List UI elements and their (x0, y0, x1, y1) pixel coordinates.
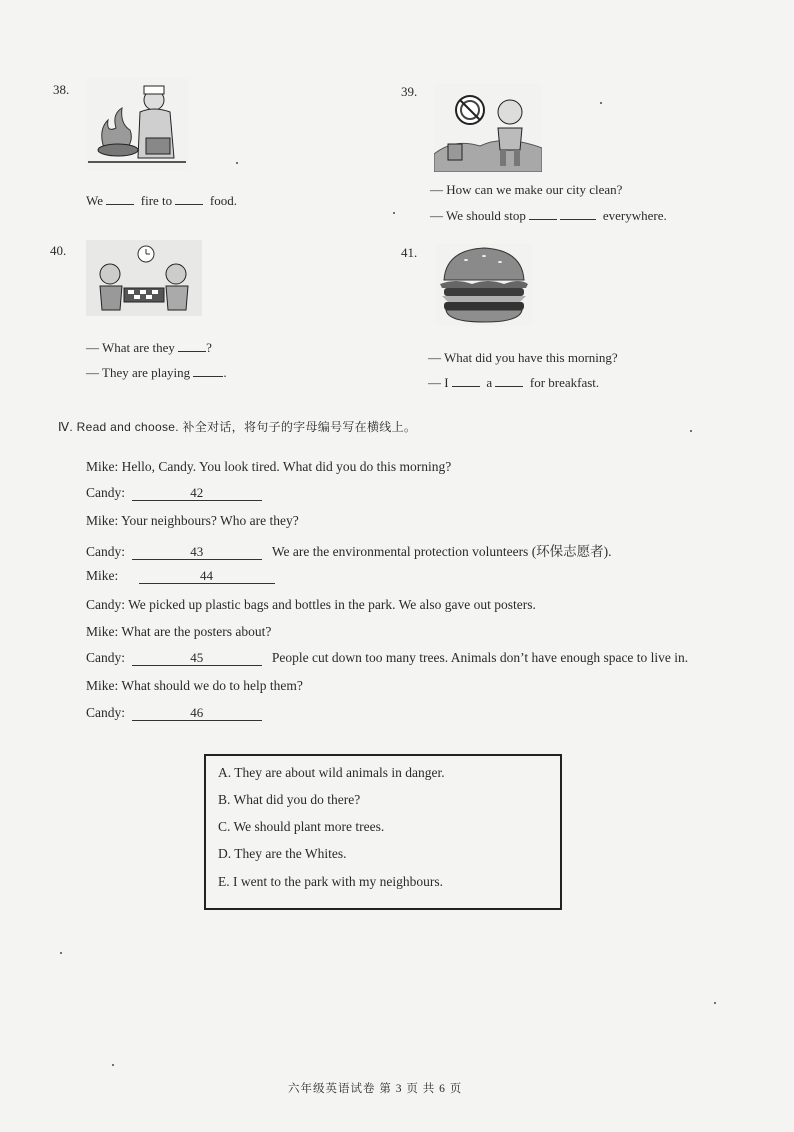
q40-text-what-are-they: — What are they (86, 340, 175, 355)
dialog-line-8 (86, 650, 688, 666)
playing-chess-image (86, 240, 202, 316)
dialog-line-5 (86, 568, 275, 584)
dialog-speaker-candy: Candy: (86, 650, 125, 665)
answer-blank-43[interactable]: 43 (132, 545, 262, 560)
q38-text-we: We (86, 193, 103, 208)
q39-blank-1[interactable] (529, 207, 557, 220)
dialog-speaker-candy: Candy: (86, 485, 125, 500)
dialog-text-trees: People cut down too many trees. Animals don’t have enough space to live in. (271, 650, 689, 665)
dialog-speaker-mike: Mike: (86, 568, 119, 583)
q38-text-food: food. (209, 193, 237, 208)
q40-question-mark: ? (206, 340, 212, 355)
q41-blank-2[interactable] (495, 374, 523, 387)
question-41-number: 41. (401, 245, 418, 260)
q38-text-fire-to: fire to (140, 193, 173, 208)
q38-blank-1[interactable] (106, 192, 134, 205)
q40-blank-1[interactable] (178, 339, 206, 352)
no-littering-image (434, 84, 542, 172)
question-38-number: 38. (53, 82, 70, 97)
answer-blank-45[interactable]: 45 (132, 651, 262, 666)
choice-a: A. They are about wild animals in danger. (218, 765, 445, 780)
q39-answer-line (430, 207, 667, 224)
q40-text-they-are-playing: — They are playing (86, 365, 191, 380)
q41-text-for-breakfast: for breakfast. (529, 375, 600, 390)
scan-speck (236, 162, 238, 164)
q41-answer-line (428, 374, 599, 391)
q39-question-line: — How can we make our city clean? (430, 182, 623, 197)
dialog-line-10 (86, 705, 262, 721)
q41-text-a: a (486, 375, 493, 390)
dialog-line-9: Mike: What should we do to help them? (86, 678, 303, 693)
q40-question-line (86, 339, 212, 356)
scan-speck (600, 102, 602, 104)
q41-question-line: — What did you have this morning? (428, 350, 618, 365)
question-39-number: 39. (401, 84, 418, 99)
question-40-number: 40. (50, 243, 67, 258)
section-4-title: Ⅳ. Read and choose. 补全对话，将句子的字母编号写在横线上。 (58, 420, 417, 434)
choices-box (204, 754, 562, 910)
choice-e: E. I went to the park with my neighbours. (218, 874, 443, 889)
dialog-line-2 (86, 485, 262, 501)
dialog-line-3: Mike: Your neighbours? Who are they? (86, 513, 299, 528)
q40-period: . (223, 365, 227, 380)
dialog-line-7: Mike: What are the posters about? (86, 624, 272, 639)
dialog-line-4 (86, 540, 612, 560)
q39-text-we-should-stop: — We should stop (430, 208, 526, 223)
hamburger-image (436, 244, 532, 326)
q40-blank-2[interactable] (193, 364, 223, 377)
choice-c: C. We should plant more trees. (218, 819, 385, 834)
dialog-speaker-candy: Candy: (86, 544, 125, 559)
scan-speck (690, 430, 692, 432)
answer-blank-44[interactable]: 44 (139, 569, 275, 584)
scan-speck (112, 1064, 114, 1066)
q39-blank-2[interactable] (560, 207, 596, 220)
answer-blank-42[interactable]: 42 (132, 486, 262, 501)
dialog-speaker-candy: Candy: (86, 705, 125, 720)
choice-d: D. They are the Whites. (218, 846, 347, 861)
page-footer: 六年级英语试卷 第 3 页 共 6 页 (288, 1083, 463, 1095)
chef-cooking-image (86, 78, 188, 170)
q41-blank-1[interactable] (452, 374, 480, 387)
q38-blank-2[interactable] (175, 192, 203, 205)
question-38-sentence (86, 192, 237, 209)
choice-b: B. What did you do there? (218, 792, 361, 807)
answer-blank-46[interactable]: 46 (132, 706, 262, 721)
dialog-line-1: Mike: Hello, Candy. You look tired. What did you do this morning? (86, 459, 452, 474)
q40-answer-line (86, 364, 227, 381)
q41-text-i: — I (428, 375, 449, 390)
scan-speck (393, 212, 395, 214)
scan-speck (714, 1002, 716, 1004)
scan-speck (60, 952, 62, 954)
dialog-text-volunteers: We are the environmental protection volunteers (环保志愿者). (271, 544, 612, 559)
q39-text-everywhere: everywhere. (602, 208, 667, 223)
dialog-line-6: Candy: We picked up plastic bags and bottles in the park. We also gave out posters. (86, 597, 536, 612)
